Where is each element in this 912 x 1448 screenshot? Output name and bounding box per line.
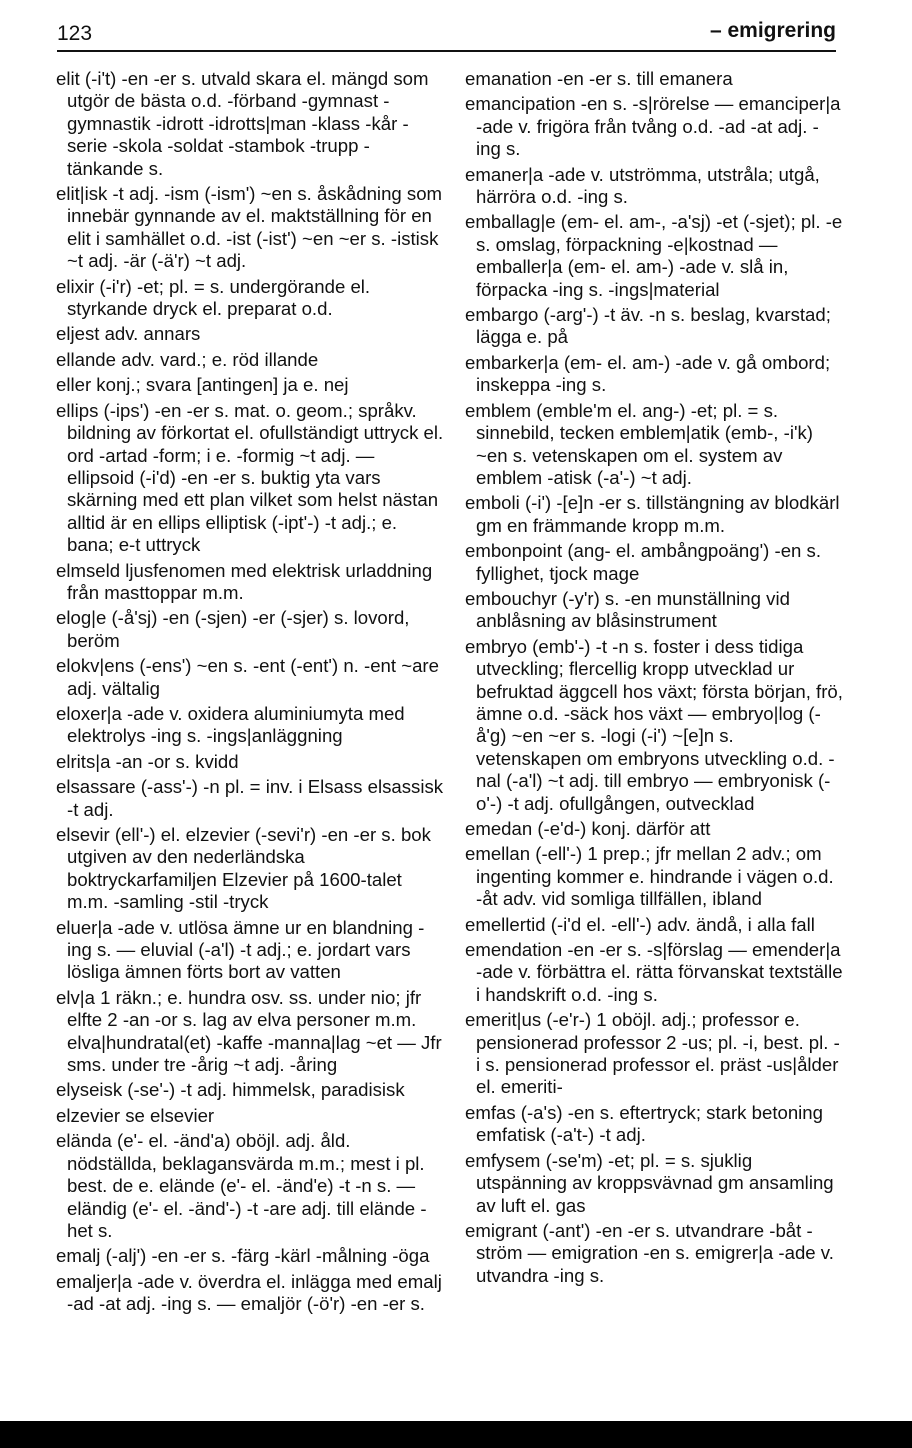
dictionary-entry: elog|e (-å'sj) -en (-sjen) -er (-sjer) s. lovord, beröm — [56, 607, 410, 651]
dictionary-entry: embryo (emb'-) -t -n s. foster i dess tidiga utveckling; flercellig kropp utvecklad ur befruktad äggcell hos växt; första början, frö, ämne o.d. -säck hos växt — embryo|log (-å'g) ~en ~er s. -logi (-i') ~[e]n s. vetenskapen om embryons utveckling o.d. -nal (-a'l) ~t adj. till embryo — embryonisk (-o'-) -t adj. ofullgången, outvecklad — [465, 635, 843, 814]
dictionary-entry: eljest adv. annars — [56, 323, 201, 345]
dictionary-entry: embouchyr (-y'r) s. -en munställning vid anblåsning av blåsinstrument — [465, 587, 790, 632]
dictionary-entry: eluer|a -ade v. utlösa ämne ur en blandning -ing s. — eluvial (-a'l) -t adj.; e. jordart vars lösliga ämnen förts bort av vatten — [56, 916, 425, 983]
dictionary-entry: elokv|ens (-ens') ~en s. -ent (-ent') n. -ent ~are adj. vältalig — [56, 655, 439, 699]
dictionary-entry: embarker|a (em- el. am-) -ade v. gå ombord; inskeppa -ing s. — [465, 351, 831, 396]
scan-edge-band — [0, 1421, 912, 1448]
dictionary-entry: ellande adv. vard.; e. röd illande — [56, 348, 319, 370]
dictionary-entry: emfysem (-se'm) -et; pl. = s. sjuklig utspänning av kroppsvävnad gm ansamling av luft el. gas — [465, 1149, 834, 1216]
dictionary-entry: elzevier se elsevier — [56, 1104, 215, 1126]
dictionary-entry: emerit|us (-e'r-) 1 oböjl. adj.; professor e. pensionerad professor 2 -us; pl. -i, best. pl. -i s. pensionerad professor el. präst -us|ålder el. emeriti- — [465, 1009, 840, 1098]
dictionary-entry: emendation -en -er s. -s|förslag — emender|a -ade v. förbättra el. rätta förvanskat textställe i handskrift o.d. -ing s. — [465, 939, 843, 1005]
dictionary-entry: emedan (-e'd-) konj. därför att — [465, 818, 711, 839]
dictionary-entry: embargo (-arg'-) -t äv. -n s. beslag, kvarstad; lägga e. på — [465, 304, 831, 348]
dictionary-entry: ellips (-ips') -en -er s. mat. o. geom.; språkv. bildning av förkortat el. ofullständigt uttryck el. ord -artad -form; i e. -formig ~t adj. — ellipsoid (-i'd) -en -er s. buktig yta vars skärning med ett plan vilket som helst nästan alltid är en ellips elliptisk (-ipt'-) -t adj.; e. bana; e-t uttryck — [56, 399, 444, 556]
dictionary-entry: elända (e'- el. -änd'a) oböjl. adj. åld. nödställda, beklagansvärda m.m.; mest i pl. best. de e. elände (e'- el. -änd'e) -t -n s. — eländig (e'- el. -änd'-) -t -are adj. till elände -het s. — [56, 1130, 427, 1241]
dictionary-entry: elit|isk -t adj. -ism (-ism') ~en s. åskådning som innebär gynnande av el. maktställning för en elit i samhället o.d. -ist (-ist') ~en ~er s. -istisk ~t adj. -är (-ä'r) ~t adj. — [56, 183, 443, 272]
header-rule — [57, 50, 836, 52]
left-column — [56, 68, 444, 1319]
dictionary-entry: elv|a 1 räkn.; e. hundra osv. ss. under nio; jfr elfte 2 -an -or s. lag av elva personer m.m. elva|hundratal(et) -kaffe -manna|lag ~et — Jfr sms. under tre -årig ~t adj. -åring — [56, 986, 442, 1076]
dictionary-entry: emigrant (-ant') -en -er s. utvandrare -båt -ström — emigration -en s. emigrer|a -ade v. utvandra -ing s. — [465, 1219, 834, 1286]
right-column — [465, 68, 843, 1290]
dictionary-entry: emellan (-ell'-) 1 prep.; jfr mellan 2 adv.; om ingenting kommer e. hindrande i vägen o.d. -åt adv. vid somliga tillfällen, ibland — [465, 843, 834, 910]
dictionary-entry: elrits|a -an -or s. kvidd — [56, 750, 239, 772]
dictionary-entry: emancipation -en s. -s|rörelse — emanciper|a -ade v. frigöra från tvång o.d. -ad -at adj. -ing s. — [465, 93, 841, 160]
dictionary-entry: eloxer|a -ade v. oxidera aluminiumyta med elektrolys -ing s. -ings|anläggning — [56, 702, 405, 747]
running-head: – emigrering — [709, 19, 836, 42]
page-number: 123 — [57, 22, 93, 45]
dictionary-entry: elyseisk (-se'-) -t adj. himmelsk, paradisisk — [56, 1079, 405, 1101]
dictionary-entry: elit (-i't) -en -er s. utvald skara el. mängd som utgör de bästa o.d. -förband -gymnast -gymnastik -idrott -idrotts|man -klass -kår -serie -skola -soldat -stambok -trupp -tänkande s. — [56, 68, 429, 179]
dictionary-entry: emaner|a -ade v. utströmma, utstråla; utgå, härröra o.d. -ing s. — [465, 163, 820, 208]
dictionary-entry: embonpoint (ang- el. ambångpoäng') -en s. fyllighet, tjock mage — [465, 540, 822, 584]
dictionary-entry: emfas (-a's) -en s. eftertryck; stark betoning emfatisk (-a't-) -t adj. — [465, 1101, 823, 1146]
dictionary-entry: elsevir (ell'-) el. elzevier (-sevi'r) -en -er s. bok utgiven av den nederländska boktryckarfamiljen Elzevier på 1600-talet m.m. -samling -stil -tryck — [56, 824, 431, 913]
dictionary-entry: elsassare (-ass'-) -n pl. = inv. i Elsass elsassisk -t adj. — [56, 776, 444, 820]
dictionary-entry: emballag|e (em- el. am-, -a'sj) -et (-sjet); pl. -e s. omslag, förpackning -e|kostnad — emballer|a (em- el. am-) -ade v. slå in, förpacka -ing s. -ings|material — [465, 211, 843, 300]
dictionary-entry: emalj (-alj') -en -er s. -färg -kärl -målning -öga — [56, 1245, 430, 1267]
dictionary-entry: emaljer|a -ade v. överdra el. inlägga med emalj -ad -at adj. -ing s. — emaljör (-ö'r) -en -er s. — [56, 1270, 442, 1315]
dictionary-entry: eller konj.; svara [antingen] ja e. nej — [56, 374, 349, 396]
dictionary-entry: elixir (-i'r) -et; pl. = s. undergörande el. styrkande dryck el. preparat o.d. — [56, 275, 371, 320]
dictionary-entry: emanation -en -er s. till emanera — [465, 68, 733, 89]
dictionary-entry: emellertid (-i'd el. -ell'-) adv. ändå, i alla fall — [465, 913, 815, 935]
dictionary-entry: emboli (-i') -[e]n -er s. tillstängning av blodkärl gm en främmande kropp m.m. — [465, 492, 840, 536]
dictionary-entry: elmseld ljusfenomen med elektrisk urladdning från masttoppar m.m. — [56, 559, 433, 603]
dictionary-entry: emblem (emble'm el. ang-) -et; pl. = s. sinnebild, tecken emblem|atik (emb-, -i'k) ~en s. vetenskapen om el. system av emblem -atisk (-a'-) ~t adj. — [465, 399, 813, 488]
